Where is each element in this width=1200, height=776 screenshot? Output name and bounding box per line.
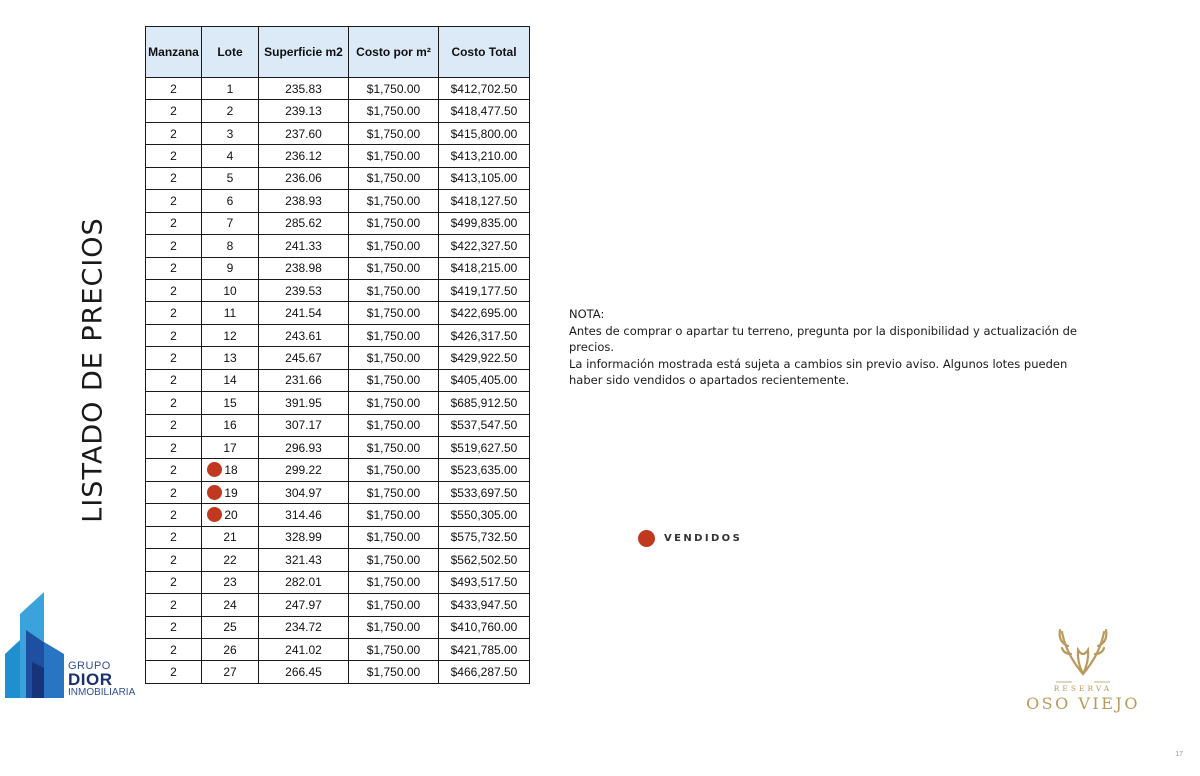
logo-line-inmobiliaria: INMOBILIARIA [68,687,136,698]
cell-superficie: 245.67 [259,347,349,369]
table-row [146,302,530,324]
cell-costo-m2: $1,750.00 [349,392,439,414]
cell-manzana: 2 [146,594,202,616]
cell-costo-total: $422,327.50 [439,235,530,257]
lote-number: 16 [223,418,237,433]
price-table [145,26,530,684]
cell-lote [202,594,259,616]
cell-superficie: 234.72 [259,616,349,638]
cell-costo-total: $493,517.50 [439,571,530,593]
cell-lote [202,504,259,526]
lote-number: 14 [223,373,237,388]
cell-costo-m2: $1,750.00 [349,324,439,346]
sold-dot-icon [207,507,222,522]
logo-oso-viejo-text: OSO VIEJO [1026,694,1140,713]
table-header-row [146,27,530,78]
lote-number: 5 [226,171,234,186]
note-heading: NOTA: [569,307,605,321]
table-row [146,414,530,436]
cell-superficie: 304.97 [259,481,349,503]
cell-costo-m2: $1,750.00 [349,145,439,167]
cell-costo-total: $418,477.50 [439,100,530,122]
cell-manzana: 2 [146,190,202,212]
cell-manzana: 2 [146,638,202,660]
lote-number: 19 [224,485,238,500]
cell-costo-total: $405,405.00 [439,369,530,391]
cell-lote [202,302,259,324]
cell-lote [202,369,259,391]
table-row [146,661,530,683]
cell-manzana: 2 [146,235,202,257]
logo-line-dior: DIOR [68,670,113,689]
cell-costo-total: $433,947.50 [439,594,530,616]
table-row [146,369,530,391]
lote-number: 11 [223,306,237,321]
cell-superficie: 241.33 [259,235,349,257]
cell-manzana: 2 [146,347,202,369]
lote-number: 24 [223,597,237,612]
cell-costo-total: $410,760.00 [439,616,530,638]
cell-lote [202,616,259,638]
cell-lote [202,190,259,212]
cell-lote [202,481,259,503]
cell-superficie: 238.93 [259,190,349,212]
cell-costo-m2: $1,750.00 [349,526,439,548]
table-row [146,504,530,526]
table-row [146,190,530,212]
lote-number: 23 [223,575,237,590]
table-row [146,167,530,189]
cell-lote [202,414,259,436]
cell-manzana: 2 [146,571,202,593]
cell-costo-m2: $1,750.00 [349,459,439,481]
lote-number: 10 [223,283,237,298]
table-row [146,145,530,167]
cell-lote [202,392,259,414]
cell-manzana: 2 [146,100,202,122]
cell-lote [202,347,259,369]
cell-costo-m2: $1,750.00 [349,638,439,660]
sold-legend-label: VENDIDOS [664,533,743,544]
sold-dot-icon [638,530,655,547]
grupo-dior-logo [4,592,144,702]
cell-superficie: 241.54 [259,302,349,324]
cell-costo-m2: $1,750.00 [349,122,439,144]
note-block [569,306,1099,389]
cell-superficie: 241.02 [259,638,349,660]
cell-lote [202,526,259,548]
cell-lote [202,145,259,167]
cell-superficie: 285.62 [259,212,349,234]
cell-costo-m2: $1,750.00 [349,235,439,257]
lote-number: 8 [226,238,234,253]
cell-costo-m2: $1,750.00 [349,78,439,100]
cell-costo-total: $413,105.00 [439,167,530,189]
table-row [146,481,530,503]
antler-v-icon [1022,624,1144,684]
cell-costo-total: $466,287.50 [439,661,530,683]
cell-costo-m2: $1,750.00 [349,167,439,189]
header-costo-m2: Costo por m² [349,27,439,78]
cell-costo-total: $412,702.50 [439,78,530,100]
cell-manzana: 2 [146,167,202,189]
table-row [146,212,530,234]
table-row [146,100,530,122]
lote-number: 15 [223,395,237,410]
cell-lote [202,167,259,189]
lote-number: 20 [224,508,238,523]
cell-superficie: 299.22 [259,459,349,481]
sold-legend [638,530,742,547]
lote-number: 3 [226,126,234,141]
cell-manzana: 2 [146,481,202,503]
cell-costo-total: $429,922.50 [439,347,530,369]
cell-costo-m2: $1,750.00 [349,279,439,301]
lote-number: 26 [223,642,237,657]
page-title: LISTADO DE PRECIOS [77,217,109,523]
cell-manzana: 2 [146,549,202,571]
cell-lote [202,235,259,257]
cell-superficie: 238.98 [259,257,349,279]
cell-manzana: 2 [146,212,202,234]
cell-costo-total: $537,547.50 [439,414,530,436]
table-row [146,347,530,369]
cell-manzana: 2 [146,78,202,100]
cell-costo-m2: $1,750.00 [349,100,439,122]
logo-line-grupo: GRUPO [68,660,111,672]
cell-lote [202,257,259,279]
cell-costo-m2: $1,750.00 [349,616,439,638]
cell-costo-m2: $1,750.00 [349,190,439,212]
cell-manzana: 2 [146,504,202,526]
lote-number: 12 [223,328,237,343]
cell-costo-total: $418,127.50 [439,190,530,212]
cell-costo-m2: $1,750.00 [349,369,439,391]
cell-costo-total: $523,635.00 [439,459,530,481]
header-superficie: Superficie m2 [259,27,349,78]
cell-manzana: 2 [146,257,202,279]
cell-manzana: 2 [146,616,202,638]
table-row [146,549,530,571]
cell-costo-m2: $1,750.00 [349,302,439,324]
cell-superficie: 296.93 [259,437,349,459]
cell-superficie: 236.06 [259,167,349,189]
header-lote: Lote [202,27,259,78]
sold-dot-icon [207,485,222,500]
cell-superficie: 247.97 [259,594,349,616]
cell-costo-total: $550,305.00 [439,504,530,526]
cell-superficie: 321.43 [259,549,349,571]
cell-lote [202,549,259,571]
cell-lote [202,571,259,593]
lote-number: 25 [223,620,237,635]
cell-costo-m2: $1,750.00 [349,481,439,503]
cell-costo-total: $415,800.00 [439,122,530,144]
cell-superficie: 328.99 [259,526,349,548]
cell-manzana: 2 [146,122,202,144]
buildings-icon [4,592,66,698]
cell-lote [202,437,259,459]
lote-number: 2 [226,104,234,119]
lote-number: 1 [226,81,234,96]
lote-number: 6 [226,193,234,208]
cell-manzana: 2 [146,661,202,683]
cell-costo-m2: $1,750.00 [349,257,439,279]
note-line-2: La información mostrada está sujeta a cambios sin previo aviso. Algunos lotes pueden haber sido vendidos o apartados recientemente. [569,356,1068,387]
cell-costo-m2: $1,750.00 [349,661,439,683]
cell-superficie: 266.45 [259,661,349,683]
cell-superficie: 239.13 [259,100,349,122]
cell-costo-m2: $1,750.00 [349,549,439,571]
cell-costo-total: $421,785.00 [439,638,530,660]
sold-dot-icon [207,462,222,477]
cell-costo-m2: $1,750.00 [349,414,439,436]
lote-number: 17 [223,440,237,455]
lote-number: 18 [224,463,238,478]
cell-superficie: 231.66 [259,369,349,391]
table-row [146,122,530,144]
table-row [146,257,530,279]
cell-superficie: 314.46 [259,504,349,526]
cell-manzana: 2 [146,369,202,391]
cell-costo-total: $419,177.50 [439,279,530,301]
cell-superficie: 235.83 [259,78,349,100]
table-row [146,616,530,638]
lote-number: 21 [223,530,237,545]
cell-superficie: 239.53 [259,279,349,301]
cell-manzana: 2 [146,392,202,414]
logo-reserva-text: RESERVA [1053,684,1113,693]
cell-manzana: 2 [146,526,202,548]
cell-costo-total: $533,697.50 [439,481,530,503]
table-row [146,437,530,459]
cell-superficie: 282.01 [259,571,349,593]
cell-costo-total: $499,835.00 [439,212,530,234]
cell-lote [202,78,259,100]
lote-number: 7 [226,216,234,231]
cell-manzana: 2 [146,414,202,436]
table-row [146,392,530,414]
lote-number: 4 [226,149,234,164]
table-row [146,324,530,346]
cell-lote [202,212,259,234]
cell-costo-m2: $1,750.00 [349,437,439,459]
lote-number: 27 [223,665,237,680]
cell-lote [202,324,259,346]
cell-superficie: 237.60 [259,122,349,144]
cell-lote [202,638,259,660]
table-row [146,594,530,616]
table-row [146,78,530,100]
cell-superficie: 243.61 [259,324,349,346]
cell-costo-m2: $1,750.00 [349,504,439,526]
table-row [146,571,530,593]
cell-superficie: 391.95 [259,392,349,414]
cell-costo-m2: $1,750.00 [349,594,439,616]
cell-costo-total: $418,215.00 [439,257,530,279]
cell-manzana: 2 [146,145,202,167]
cell-costo-total: $685,912.50 [439,392,530,414]
cell-manzana: 2 [146,302,202,324]
cell-superficie: 236.12 [259,145,349,167]
cell-lote [202,279,259,301]
table-row [146,279,530,301]
table-row [146,459,530,481]
table-row [146,526,530,548]
cell-manzana: 2 [146,324,202,346]
header-costo-total: Costo Total [439,27,530,78]
cell-costo-total: $426,317.50 [439,324,530,346]
header-manzana: Manzana [146,27,202,78]
cell-lote [202,459,259,481]
cell-costo-total: $413,210.00 [439,145,530,167]
cell-costo-m2: $1,750.00 [349,347,439,369]
cell-costo-m2: $1,750.00 [349,571,439,593]
cell-lote [202,122,259,144]
cell-manzana: 2 [146,437,202,459]
cell-lote [202,100,259,122]
cell-manzana: 2 [146,279,202,301]
cell-costo-total: $519,627.50 [439,437,530,459]
lote-number: 9 [226,261,234,276]
note-line-1: Antes de comprar o apartar tu terreno, pregunta por la disponibilidad y actualización de precios. [569,323,1078,354]
table-row [146,638,530,660]
lote-number: 13 [223,350,237,365]
page-number: 17 [1175,751,1183,758]
lote-number: 22 [223,552,237,567]
oso-viejo-logo [1022,624,1144,716]
cell-costo-total: $422,695.00 [439,302,530,324]
cell-costo-total: $562,502.50 [439,549,530,571]
cell-manzana: 2 [146,459,202,481]
cell-costo-total: $575,732.50 [439,526,530,548]
cell-superficie: 307.17 [259,414,349,436]
cell-lote [202,661,259,683]
cell-costo-m2: $1,750.00 [349,212,439,234]
table-row [146,235,530,257]
